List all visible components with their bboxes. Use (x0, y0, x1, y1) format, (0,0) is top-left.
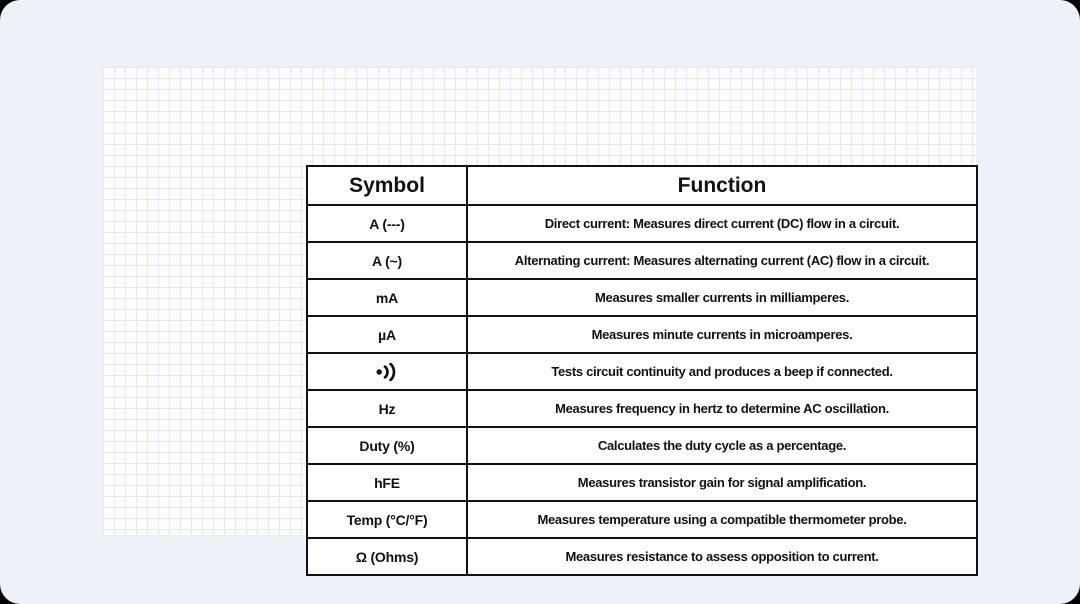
symbol-cell: Ω (Ohms) (308, 537, 468, 574)
function-cell: Direct current: Measures direct current (DC) flow in a circuit. (468, 204, 976, 241)
function-cell: Measures frequency in hertz to determine AC oscillation. (468, 389, 976, 426)
symbol-cell: mA (308, 278, 468, 315)
symbol-cell (308, 352, 468, 389)
column-header-symbol: Symbol (308, 167, 468, 204)
symbol-cell: Duty (%) (308, 426, 468, 463)
symbol-cell: hFE (308, 463, 468, 500)
continuity-beep-icon (376, 363, 399, 381)
function-cell: Measures temperature using a compatible thermometer probe. (468, 500, 976, 537)
symbol-cell: Hz (308, 389, 468, 426)
grid-paper (103, 67, 976, 565)
function-cell: Measures resistance to assess opposition to current. (468, 537, 976, 574)
symbol-cell: Temp (°C/°F) (308, 500, 468, 537)
symbol-cell: A (---) (308, 204, 468, 241)
function-cell: Measures smaller currents in milliamperes. (468, 278, 976, 315)
symbol-function-table (306, 165, 978, 576)
function-cell: Alternating current: Measures alternating current (AC) flow in a circuit. (468, 241, 976, 278)
column-header-function: Function (677, 173, 767, 197)
function-cell: Tests circuit continuity and produces a beep if connected. (468, 352, 976, 389)
function-cell: Measures minute currents in microamperes. (468, 315, 976, 352)
symbol-cell: µA (308, 315, 468, 352)
symbol-cell: A (~) (308, 241, 468, 278)
function-cell: Calculates the duty cycle as a percentage. (468, 426, 976, 463)
function-cell: Measures transistor gain for signal amplification. (468, 463, 976, 500)
